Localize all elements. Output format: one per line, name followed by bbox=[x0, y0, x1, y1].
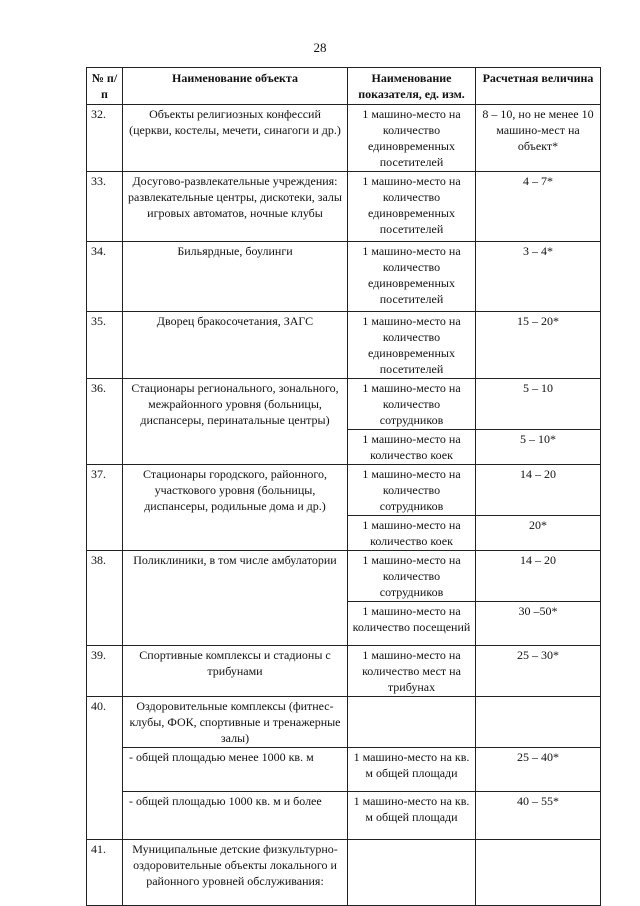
row-number: 39. bbox=[87, 646, 123, 697]
object-name: Бильярдные, боулинги bbox=[123, 242, 348, 312]
page-number: 28 bbox=[313, 40, 327, 55]
indicator: 1 машино-место на количество единовременных посетителей bbox=[348, 242, 476, 312]
table-row bbox=[87, 379, 601, 430]
value: 14 – 20 bbox=[476, 465, 601, 516]
header-object: Наименование объекта bbox=[123, 68, 348, 105]
table-row bbox=[87, 697, 601, 748]
object-subname: - общей площадью 1000 кв. м и более bbox=[123, 792, 348, 840]
indicator: 1 машино-место на количество единовременных посетителей bbox=[348, 105, 476, 172]
object-name: Муниципальные детские физкультурно-оздоровительные объекты локального и районного уровней обслуживания: bbox=[123, 840, 348, 906]
row-number: 33. bbox=[87, 172, 123, 242]
header-value: Расчетная величина bbox=[476, 68, 601, 105]
value: 15 – 20* bbox=[476, 312, 601, 379]
row-number: 35. bbox=[87, 312, 123, 379]
value: 25 – 30* bbox=[476, 646, 601, 697]
table-subrow bbox=[87, 792, 601, 840]
value: 40 – 55* bbox=[476, 792, 601, 840]
table-row bbox=[87, 105, 601, 172]
object-name: Досугово-развлекательные учреждения: развлекательные центры, дискотеки, залы игровых автоматов, ночные клубы bbox=[123, 172, 348, 242]
indicator: 1 машино-место на количество сотрудников bbox=[348, 551, 476, 602]
parking-norms-table bbox=[86, 67, 601, 906]
value-empty bbox=[476, 697, 601, 748]
row-number: 36. bbox=[87, 379, 123, 465]
table-header-row bbox=[87, 68, 601, 105]
row-number: 37. bbox=[87, 465, 123, 551]
object-name: Стационары городского, районного, участкового уровня (больницы, диспансеры, родильные дома и др.) bbox=[123, 465, 348, 551]
value: 5 – 10 bbox=[476, 379, 601, 430]
table-row bbox=[87, 551, 601, 602]
indicator: 1 машино-место на количество единовременных посетителей bbox=[348, 172, 476, 242]
header-indicator: Наименование показателя, ед. изм. bbox=[348, 68, 476, 105]
table-row bbox=[87, 242, 601, 312]
indicator-empty bbox=[348, 697, 476, 748]
value: 8 – 10, но не менее 10 машино-мест на объект* bbox=[476, 105, 601, 172]
object-name: Объекты религиозных конфессий (церкви, костелы, мечети, синагоги и др.) bbox=[123, 105, 348, 172]
indicator-empty bbox=[348, 840, 476, 906]
object-name: Поликлиники, в том числе амбулатории bbox=[123, 551, 348, 646]
row-number: 32. bbox=[87, 105, 123, 172]
value-empty bbox=[476, 840, 601, 906]
object-name: Стационары регионального, зонального, межрайонного уровня (больницы, диспансеры, перинатальные центры) bbox=[123, 379, 348, 465]
header-num: № п/п bbox=[87, 68, 123, 105]
indicator: 1 машино-место на количество коек bbox=[348, 516, 476, 551]
table-row bbox=[87, 840, 601, 906]
object-name: Спортивные комплексы и стадионы с трибунами bbox=[123, 646, 348, 697]
value: 30 –50* bbox=[476, 602, 601, 646]
object-name: Дворец бракосочетания, ЗАГС bbox=[123, 312, 348, 379]
value: 25 – 40* bbox=[476, 748, 601, 792]
value: 14 – 20 bbox=[476, 551, 601, 602]
value: 3 – 4* bbox=[476, 242, 601, 312]
value: 5 – 10* bbox=[476, 430, 601, 465]
table-row bbox=[87, 172, 601, 242]
indicator: 1 машино-место на количество сотрудников bbox=[348, 465, 476, 516]
object-subname: - общей площадью менее 1000 кв. м bbox=[123, 748, 348, 792]
row-number: 40. bbox=[87, 697, 123, 840]
indicator: 1 машино-место на количество коек bbox=[348, 430, 476, 465]
value: 4 – 7* bbox=[476, 172, 601, 242]
table-row bbox=[87, 465, 601, 516]
row-number: 38. bbox=[87, 551, 123, 646]
indicator: 1 машино-место на количество посещений bbox=[348, 602, 476, 646]
indicator: 1 машино-место на количество мест на трибунах bbox=[348, 646, 476, 697]
table-row bbox=[87, 646, 601, 697]
row-number: 34. bbox=[87, 242, 123, 312]
value: 20* bbox=[476, 516, 601, 551]
table-row bbox=[87, 312, 601, 379]
indicator: 1 машино-место на количество сотрудников bbox=[348, 379, 476, 430]
object-name: Оздоровительные комплексы (фитнес-клубы, ФОК, спортивные и тренажерные залы) bbox=[123, 697, 348, 748]
indicator: 1 машино-место на кв. м общей площади bbox=[348, 748, 476, 792]
indicator: 1 машино-место на количество единовременных посетителей bbox=[348, 312, 476, 379]
indicator: 1 машино-место на кв. м общей площади bbox=[348, 792, 476, 840]
table-subrow bbox=[87, 748, 601, 792]
row-number: 41. bbox=[87, 840, 123, 906]
